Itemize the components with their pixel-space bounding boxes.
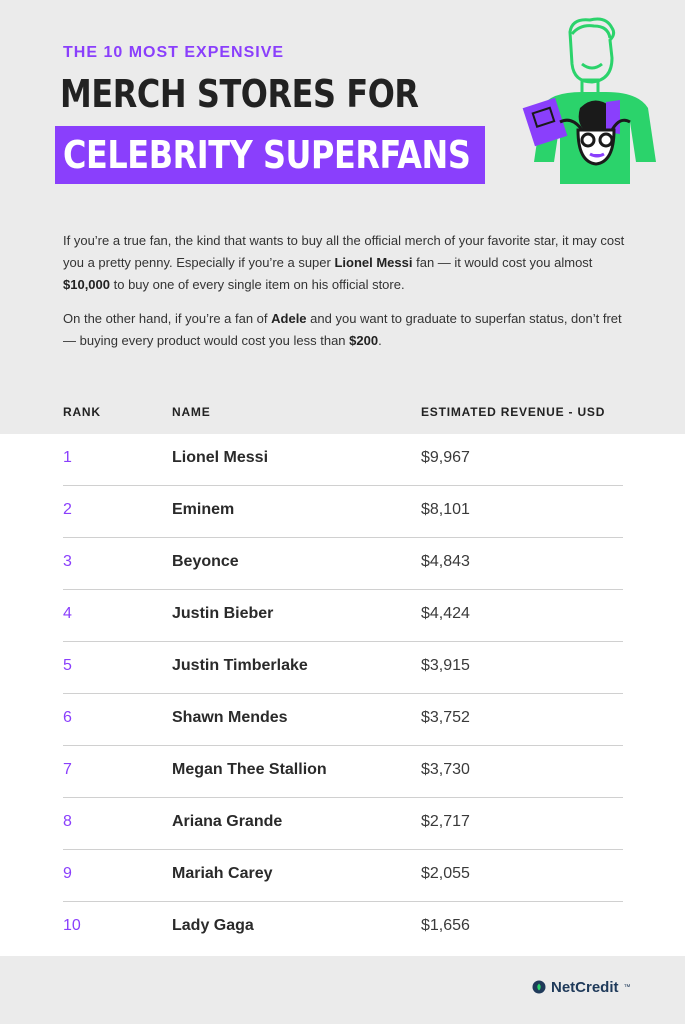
revenue-cell: $9,967 — [421, 449, 470, 466]
table-row — [0, 902, 685, 954]
revenue-cell: $2,717 — [421, 813, 470, 830]
highlight-amount: $10,000 — [63, 277, 110, 292]
intro-text: and you want to graduate to superfan status, don’t fret — buying every product would cost you less than — [63, 311, 622, 348]
superfan-illustration-icon — [520, 12, 670, 190]
kicker: THE 10 MOST EXPENSIVE — [63, 44, 285, 61]
table-header — [0, 405, 685, 425]
rank-cell: 5 — [63, 657, 72, 674]
rank-cell: 7 — [63, 761, 72, 778]
intro-text: . — [378, 333, 382, 348]
revenue-cell: $3,730 — [421, 761, 470, 778]
name-cell: Lionel Messi — [172, 449, 269, 466]
table-row — [0, 642, 685, 694]
column-header-name: NAME — [172, 405, 211, 419]
intro-paragraph-2 — [63, 308, 633, 352]
highlight-amount: $200 — [349, 333, 379, 348]
intro-paragraph-1 — [63, 230, 633, 296]
revenue-cell: $8,101 — [421, 501, 470, 518]
table-row — [0, 486, 685, 538]
name-cell: Lady Gaga — [172, 917, 254, 934]
name-cell: Ariana Grande — [172, 813, 283, 830]
rank-cell: 6 — [63, 709, 72, 726]
intro-text: If you’re a true fan, the kind that wants to buy all the official merch of your favorite star, it may cost you a pretty penny. Especially if you’re a super — [63, 233, 625, 270]
table-row — [0, 590, 685, 642]
intro-text: fan — it would cost you almost — [412, 255, 593, 270]
name-cell: Justin Timberlake — [172, 657, 308, 674]
revenue-cell: $3,752 — [421, 709, 470, 726]
highlight-messi: Lionel Messi — [334, 255, 413, 270]
rank-cell: 2 — [63, 501, 72, 518]
table-row — [0, 538, 685, 590]
title-line-1: MERCH STORES FOR — [60, 72, 419, 116]
rank-cell: 10 — [63, 917, 81, 934]
revenue-cell: $4,843 — [421, 553, 470, 570]
rank-cell: 3 — [63, 553, 72, 570]
table-row — [0, 850, 685, 902]
logo-text: NetCredit — [551, 978, 619, 996]
column-header-revenue: ESTIMATED REVENUE - USD — [421, 405, 606, 419]
name-cell: Eminem — [172, 501, 235, 518]
table-row — [0, 434, 685, 486]
highlight-adele: Adele — [271, 311, 307, 326]
revenue-cell: $2,055 — [421, 865, 470, 882]
netcredit-logo-icon — [532, 980, 546, 994]
revenue-cell: $1,656 — [421, 917, 470, 934]
rank-cell: 1 — [63, 449, 72, 466]
rank-cell: 9 — [63, 865, 72, 882]
revenue-cell: $4,424 — [421, 605, 470, 622]
table-row — [0, 798, 685, 850]
name-cell: Justin Bieber — [172, 605, 274, 622]
title-line-2: CELEBRITY SUPERFANS — [63, 133, 471, 177]
name-cell: Beyonce — [172, 553, 239, 570]
revenue-cell: $3,915 — [421, 657, 470, 674]
name-cell: Megan Thee Stallion — [172, 761, 327, 778]
rank-cell: 4 — [63, 605, 72, 622]
column-header-rank: RANK — [63, 405, 101, 419]
table-row — [0, 746, 685, 798]
rank-cell: 8 — [63, 813, 72, 830]
name-cell: Shawn Mendes — [172, 709, 288, 726]
logo-trademark: ™ — [623, 983, 631, 991]
intro-text: to buy one of every single item on his official store. — [110, 277, 405, 292]
ranking-table — [0, 434, 685, 956]
intro-text: On the other hand, if you’re a fan of — [63, 311, 272, 326]
name-cell: Mariah Carey — [172, 865, 273, 882]
netcredit-logo — [532, 976, 631, 998]
table-row — [0, 694, 685, 746]
